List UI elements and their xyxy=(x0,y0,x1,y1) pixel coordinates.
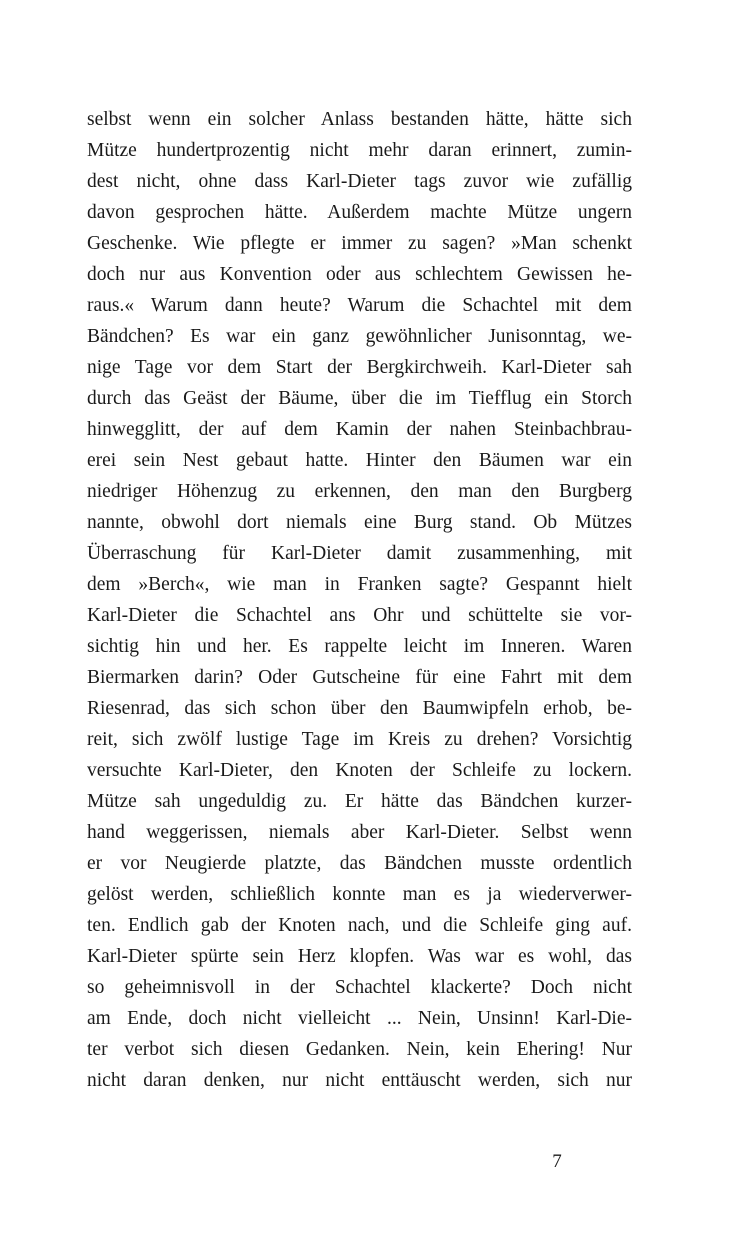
text-line: nannte, obwohl dort niemals eine Burg stand. Ob Mützes xyxy=(87,512,632,533)
text-line: Karl-Dieter spürte sein Herz klopfen. Was war es wohl, das xyxy=(87,946,633,967)
text-line: Überraschung für Karl-Dieter damit zusammenhing, mit xyxy=(87,543,632,564)
text-line: reit, sich zwölf lustige Tage im Kreis zu drehen? Vorsichtig xyxy=(87,729,632,750)
text-line: gelöst werden, schließlich konnte man es ja wiederverwer- xyxy=(87,884,632,905)
text-line: so geheimnisvoll in der Schachtel klackerte? Doch nicht xyxy=(87,977,632,998)
text-line: ten. Endlich gab der Knoten nach, und die Schleife ging auf. xyxy=(87,915,632,936)
text-line: nicht daran denken, nur nicht enttäuscht werden, sich nur xyxy=(87,1070,632,1091)
text-line: erei sein Nest gebaut hatte. Hinter den Bäumen war ein xyxy=(87,450,632,471)
text-line: Bändchen? Es war ein ganz gewöhnlicher Junisonntag, we- xyxy=(87,326,632,347)
text-line: ter verbot sich diesen Gedanken. Nein, kein Ehering! Nur xyxy=(87,1039,633,1060)
text-line: doch nur aus Konvention oder aus schlechtem Gewissen he- xyxy=(87,264,632,285)
page-number: 7 xyxy=(552,1151,562,1172)
text-line: versuchte Karl-Dieter, den Knoten der Schleife zu lockern. xyxy=(87,760,632,781)
text-line: sichtig hin und her. Es rappelte leicht im Inneren. Waren xyxy=(87,636,632,657)
text-line: hinwegglitt, der auf dem Kamin der nahen Steinbachbrau- xyxy=(87,419,632,440)
text-line: raus.« Warum dann heute? Warum die Schachtel mit dem xyxy=(87,295,632,316)
text-line: nige Tage vor dem Start der Bergkirchweih. Karl-Dieter sah xyxy=(87,357,632,378)
text-line: niedriger Höhenzug zu erkennen, den man den Burgberg xyxy=(87,481,632,502)
text-line: davon gesprochen hätte. Außerdem machte Mütze ungern xyxy=(87,202,633,223)
text-line: Karl-Dieter die Schachtel ans Ohr und schüttelte sie vor- xyxy=(87,605,633,626)
text-line: dest nicht, ohne dass Karl-Dieter tags zuvor wie zufällig xyxy=(87,171,632,192)
text-line: hand weggerissen, niemals aber Karl-Dieter. Selbst wenn xyxy=(87,822,633,843)
text-line: Mütze sah ungeduldig zu. Er hätte das Bändchen kurzer- xyxy=(87,791,633,812)
text-line: durch das Geäst der Bäume, über die im Tiefflug ein Storch xyxy=(87,388,633,409)
text-block xyxy=(87,104,632,1096)
text-line: dem »Berch«, wie man in Franken sagte? Gespannt hielt xyxy=(87,574,633,595)
text-line: Riesenrad, das sich schon über den Baumwipfeln erhob, be- xyxy=(87,698,632,719)
text-line: Mütze hundertprozentig nicht mehr daran erinnert, zumin- xyxy=(87,140,633,161)
text-line: Geschenke. Wie pflegte er immer zu sagen? »Man schenkt xyxy=(87,233,632,254)
text-line: selbst wenn ein solcher Anlass bestanden hätte, hätte sich xyxy=(87,109,632,130)
text-line: er vor Neugierde platzte, das Bändchen musste ordentlich xyxy=(87,853,633,874)
text-line: am Ende, doch nicht vielleicht ... Nein, Unsinn! Karl-Die- xyxy=(87,1008,633,1029)
text-line: Biermarken darin? Oder Gutscheine für eine Fahrt mit dem xyxy=(87,667,632,688)
